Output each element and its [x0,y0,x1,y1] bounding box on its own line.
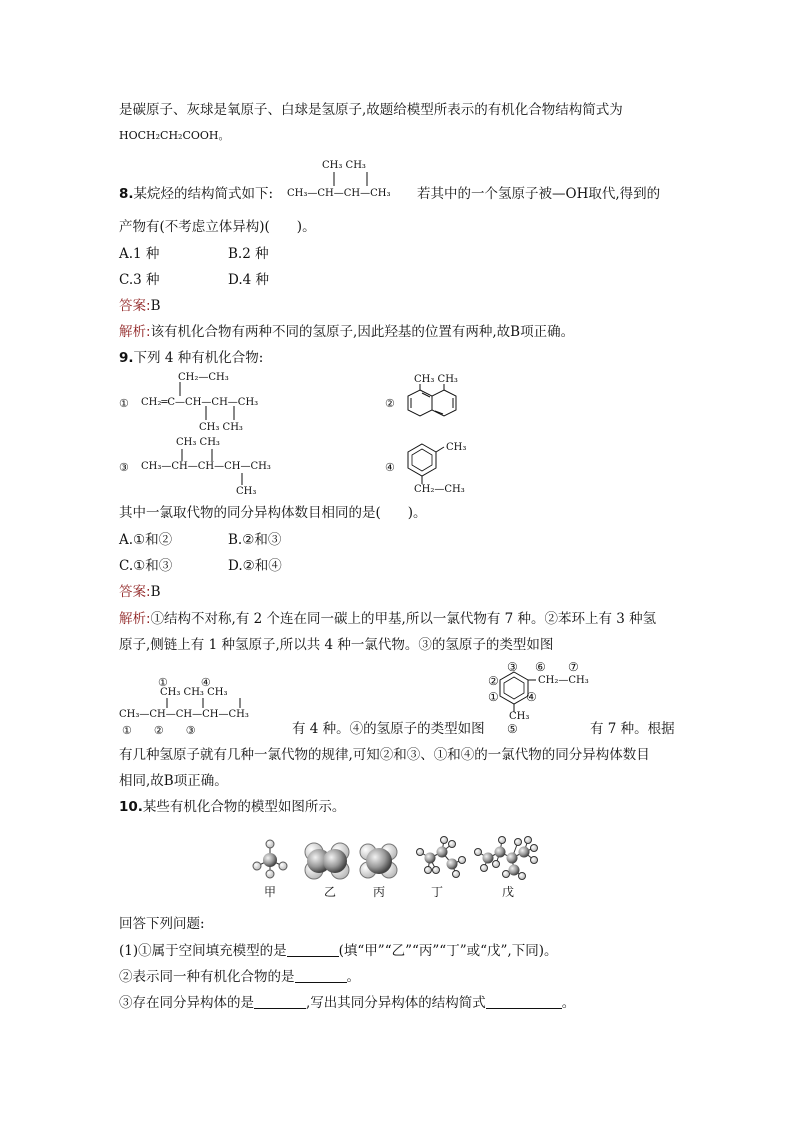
q9-analysis-line3b: 有 7 种。根据 [590,721,675,737]
intro-formula: HOCH₂CH₂COOH。 [119,129,230,142]
fig3-bottom-numbers: ① ② ③ [122,724,196,737]
q8-formula-top: CH₃ CH₃ [322,160,366,171]
q8-option-c: C.3 种 [119,272,160,288]
answer-blank-4[interactable] [486,995,562,1009]
marker-4: ④ [385,461,395,474]
model-label-jia: 甲 [264,885,277,899]
q10-part2 [119,967,360,987]
fig4-label-6: ⑥ [535,660,546,674]
q8-answer [119,296,160,316]
q8-stem-line [119,184,273,204]
q10-stem: 某些有机化合物的模型如图所示。 [142,799,346,815]
fig4-methyl: CH₃ [509,711,530,722]
molecule-models [252,830,552,890]
analysis-text: 该有机化合物有两种不同的氢原子,因此羟基的位置有两种,故B项正确。 [150,324,575,340]
answer-blank-1[interactable] [287,943,339,957]
fig4-label-3: ③ [507,660,518,674]
q9-analysis-line5: 相同,故B项正确。 [119,773,228,789]
model-label-ding: 丁 [431,885,444,899]
q8-stem-c: 产物有(不考虑立体异构)( )。 [119,219,316,235]
q10-p1a: (1)①属于空间填充模型的是 [119,943,287,959]
q10-part1 [119,941,557,961]
answer-value: B [150,298,161,314]
model-jia [253,840,287,878]
c3-main: CH₃—CH—CH—CH—CH₃ [141,461,271,472]
q9-answer [119,582,160,602]
model-yi [305,843,349,879]
c1-bottom: CH₃ CH₃ [199,422,243,433]
fig3-top: CH₃ CH₃ CH₃ [160,687,228,698]
q10-p2a: ②表示同一种有机化合物的是 [119,969,295,985]
answer-blank-2[interactable] [295,969,347,983]
q9-number: 9. [119,350,134,366]
fig4-ethyl: CH₂—CH₃ [538,675,589,686]
q8-stem-b: 若其中的一个氢原子被—OH取代,得到的 [417,186,661,202]
model-label-bing: 丙 [373,885,386,899]
intro-line: 是碳原子、灰球是氧原子、白球是氢原子,故题给模型所表示的有机化合物结构简式为 [119,102,623,118]
q10-prompt: 回答下列问题: [119,916,205,932]
q10-p3c: 。 [561,995,576,1011]
analysis-label: 解析: [119,611,151,627]
fig4-label-4: ④ [526,690,537,704]
q9-question: 其中一氯取代物的同分异构体数目相同的是( )。 [119,505,427,521]
c1-bonds [170,382,230,442]
q10-part3 [119,993,575,1013]
model-bing [360,844,397,878]
q8-option-b: B.2 种 [228,246,269,262]
q9-option-b: B.②和③ [228,532,282,548]
q8-option-a: A.1 种 [119,246,160,262]
q9-option-a: A.①和② [119,532,173,548]
q10-stem-line [119,797,345,817]
naphthalene-structure [402,384,472,434]
q10-p2b: 。 [346,969,360,985]
marker-2: ② [385,397,395,410]
q9-stem-line [119,348,263,368]
q8-analysis [119,322,574,342]
c4-methyl: CH₃ [446,442,467,453]
c3-bonds [170,449,290,509]
model-wu [475,837,538,880]
marker-3: ③ [119,461,129,474]
fig3-main: CH₃—CH—CH—CH—CH₃ [119,709,249,720]
marker-1: ① [119,397,129,410]
analysis-label: 解析: [119,324,151,340]
q8-number: 8. [119,186,134,202]
q9-analysis-line1 [119,609,656,629]
q8-formula-main: CH₃—CH—CH—CH₃ [287,188,391,199]
q9-analysis-line2: 原子,侧链上有 1 种氢原子,所以共 4 种一氯代物。③的氢原子的类型如图 [119,637,554,653]
q10-p3b: ,写出其同分异构体的结构简式 [306,995,486,1011]
q9-analysis-line3a: 有 4 种。④的氢原子的类型如图 [292,721,485,737]
fig4-label-2: ② [488,674,499,688]
answer-value: B [150,584,161,600]
c1-top: CH₂—CH₃ [178,372,229,383]
fig4-label-5: ⑤ [507,722,518,736]
q10-number: 10. [119,799,143,815]
model-ding [417,837,466,878]
model-label-wu: 戊 [502,885,515,899]
analysis-text: ①结构不对称,有 2 个连在同一碳上的甲基,所以一氯代物有 7 种。②苯环上有 3 种氢 [150,611,657,627]
c1-main: CH₂═C—CH—CH—CH₃ [141,397,259,408]
q8-option-d: D.4 种 [228,272,270,288]
c4-ethyl: CH₂—CH₃ [414,484,465,495]
q9-option-c: C.①和③ [119,558,173,574]
fig4-label-7: ⑦ [568,660,579,674]
q9-stem: 下列 4 种有机化合物: [133,350,264,366]
q9-option-d: D.②和④ [228,558,282,574]
fig3-top-numbers: ① ④ [158,676,211,689]
c2-substituents: CH₃ CH₃ [414,374,458,385]
c3-top: CH₃ CH₃ [176,437,220,448]
q9-analysis-line4: 有几种氢原子就有几种一氯代物的规律,可知②和③、①和④的一氯代物的同分异构体数目 [119,747,650,763]
model-label-yi: 乙 [324,885,337,899]
answer-blank-3[interactable] [254,995,306,1009]
q8-stem-a: 某烷烃的结构简式如下: [133,186,274,202]
answer-label: 答案: [119,298,151,314]
q10-p1b: (填“甲”“乙”“丙”“丁”或“戊”,下同)。 [338,943,558,959]
c3-bottom: CH₃ [236,486,257,497]
q10-p3a: ③存在同分异构体的是 [119,995,254,1011]
fig4-label-1: ① [488,690,499,704]
answer-label: 答案: [119,584,151,600]
